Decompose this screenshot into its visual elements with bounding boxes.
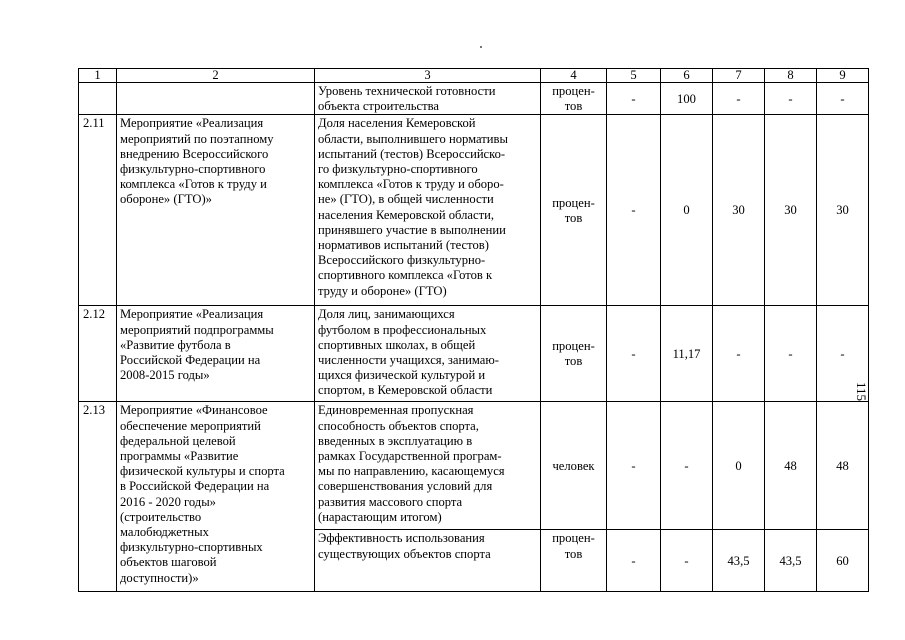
unit-of-measure: процен- тов: [541, 83, 607, 115]
measure-name: [117, 83, 315, 115]
value-col-9: 60: [817, 530, 869, 592]
column-number: 8: [765, 69, 817, 83]
column-number: 2: [117, 69, 315, 83]
indicator-name: Единовременная пропускная способность объектов спорта, введенных в эксплуатацию в рамках Государственной програм- мы по направлению, касающемуся совершенствования условий для развития массового спорта (нарастающим итогом): [315, 402, 541, 530]
value-col-6: 0: [661, 115, 713, 306]
indicator-name: Доля лиц, занимающихся футболом в профессиональных спортивных школах, в общей численности учащихся, занимаю- щихся физической культурой и спортом, в Кемеровской области: [315, 306, 541, 402]
scan-speck: [480, 46, 482, 48]
value-col-8: -: [765, 83, 817, 115]
column-number-row: [79, 69, 869, 83]
indicators-table: [78, 68, 869, 592]
column-number: 6: [661, 69, 713, 83]
indicator-name: Уровень технической готовности объекта строительства: [315, 83, 541, 115]
value-col-8: 30: [765, 115, 817, 306]
page-number: 115: [854, 382, 869, 402]
item-code: 2.13: [79, 402, 117, 592]
table-row: [79, 306, 869, 402]
table-row: [79, 402, 869, 530]
indicator-name: Эффективность использования существующих объектов спорта: [315, 530, 541, 592]
table-row: [79, 115, 869, 306]
value-col-5: -: [607, 306, 661, 402]
item-code: 2.12: [79, 306, 117, 402]
unit-of-measure: процен- тов: [541, 115, 607, 306]
column-number: 9: [817, 69, 869, 83]
value-col-5: -: [607, 83, 661, 115]
value-col-7: 30: [713, 115, 765, 306]
item-code: 2.11: [79, 115, 117, 306]
value-col-6: 11,17: [661, 306, 713, 402]
measure-name: Мероприятие «Реализация мероприятий по поэтапному внедрению Всероссийского физкультурно-спортивного комплекса «Готов к труду и обороне» (ГТО)»: [117, 115, 315, 306]
table-row: [79, 83, 869, 115]
column-number: 1: [79, 69, 117, 83]
unit-of-measure: человек: [541, 402, 607, 530]
column-number: 4: [541, 69, 607, 83]
value-col-8: 48: [765, 402, 817, 530]
value-col-6: -: [661, 402, 713, 530]
value-col-7: -: [713, 83, 765, 115]
value-col-5: -: [607, 402, 661, 530]
indicator-name: Доля населения Кемеровской области, выполнившего нормативы испытаний (тестов) Всероссийско- го физкультурно-спортивного комплекса «Готов к труду и оборо- не» (ГТО), в общей численности населения Кемеровской области, принявшего участие в выполнении нормативов испытаний (тестов) Всероссийского физкультурно- спортивного комплекса «Готов к труду и обороне» (ГТО): [315, 115, 541, 306]
measure-name: Мероприятие «Финансовое обеспечение мероприятий федеральной целевой программы «Развитие физической культуры и спорта в Российской Федерации на 2016 - 2020 годы» (строительство малобюджетных физкультурно-спортивных объектов шаговой доступности)»: [117, 402, 315, 592]
value-col-7: -: [713, 306, 765, 402]
value-col-9: -: [817, 83, 869, 115]
value-col-9: 30: [817, 115, 869, 306]
column-number: 3: [315, 69, 541, 83]
column-number: 7: [713, 69, 765, 83]
column-number: 5: [607, 69, 661, 83]
value-col-6: -: [661, 530, 713, 592]
value-col-9: -: [817, 306, 869, 402]
value-col-8: -: [765, 306, 817, 402]
measure-name: Мероприятие «Реализация мероприятий подпрограммы «Развитие футбола в Российской Федерации на 2008-2015 годы»: [117, 306, 315, 402]
value-col-6: 100: [661, 83, 713, 115]
unit-of-measure: процен- тов: [541, 306, 607, 402]
value-col-7: 43,5: [713, 530, 765, 592]
value-col-5: -: [607, 530, 661, 592]
value-col-9: 48: [817, 402, 869, 530]
value-col-7: 0: [713, 402, 765, 530]
unit-of-measure: процен- тов: [541, 530, 607, 592]
value-col-5: -: [607, 115, 661, 306]
value-col-8: 43,5: [765, 530, 817, 592]
item-code: [79, 83, 117, 115]
